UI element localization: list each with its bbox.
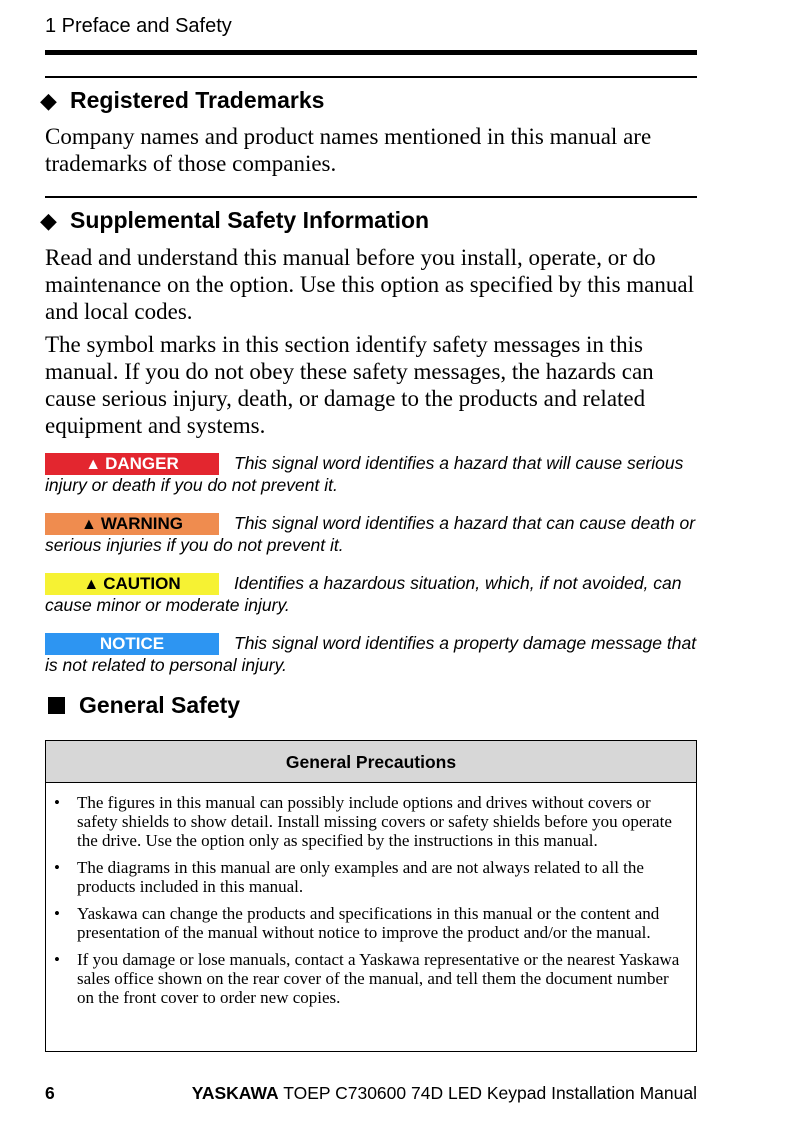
list-item — [54, 950, 686, 1007]
warning-triangle-icon: ▲ — [83, 576, 100, 593]
section-heading-trademarks — [40, 87, 324, 114]
square-bullet-icon — [48, 697, 65, 714]
footer-manual-title: TOEP C730600 74D LED Keypad Installation Manual — [283, 1083, 697, 1103]
precautions-table-header: General Precautions — [46, 741, 696, 783]
warning-triangle-icon: ▲ — [85, 456, 102, 473]
heading-text: General Safety — [79, 692, 241, 718]
list-item — [54, 904, 686, 942]
list-item-text: Yaskawa can change the products and specifications in this manual or the content and presentation of the manual without notice to improve the product and/or the manual. — [77, 904, 660, 942]
heading-text: Supplemental Safety Information — [70, 207, 430, 233]
list-item — [54, 793, 686, 850]
page-number: 6 — [45, 1083, 55, 1103]
list-item-text: The diagrams in this manual are only examples and are not always related to all the products included in this manual. — [77, 858, 644, 896]
list-item-text: The figures in this manual can possibly include options and drives without covers or safety shields to show detail. Install missing covers or safety shields before you operate the drive. Use the option only as specified by the instructions in this manual. — [77, 793, 672, 850]
section-heading-general-safety — [40, 692, 240, 719]
signal-description: This signal word identifies a property damage message that is not related to personal injury. — [45, 633, 697, 675]
section-heading-supplemental — [40, 207, 429, 234]
badge-label: NOTICE — [99, 634, 165, 653]
signal-danger — [45, 453, 697, 496]
warning-badge — [45, 513, 219, 535]
signal-caution — [45, 573, 697, 616]
bullet-icon: • — [54, 904, 60, 923]
signal-notice — [45, 633, 697, 676]
danger-badge — [45, 453, 219, 475]
bullet-icon: • — [54, 793, 60, 812]
signal-warning — [45, 513, 697, 556]
notice-badge — [45, 633, 219, 655]
header-rule — [45, 50, 697, 55]
section-divider — [45, 76, 697, 78]
running-head: 1 Preface and Safety — [45, 15, 232, 37]
footer-title — [192, 1083, 697, 1104]
bullet-icon: • — [54, 950, 60, 969]
bullet-icon: • — [54, 858, 60, 877]
supplemental-paragraph-1: Read and understand this manual before you install, operate, or do maintenance on the option. Use this option as specified by this manual and local codes. — [45, 245, 694, 324]
precautions-table — [45, 740, 697, 1052]
trademarks-text: Company names and product names mentioned in this manual are trademarks of those companies. — [45, 124, 652, 176]
caution-badge — [45, 573, 219, 595]
badge-label: DANGER — [105, 454, 179, 473]
precautions-list — [46, 783, 696, 1007]
section-divider — [45, 196, 697, 198]
footer-brand: YASKAWA — [191, 1083, 279, 1103]
list-item — [54, 858, 686, 896]
list-item-text: If you damage or lose manuals, contact a Yaskawa representative or the nearest Yaskawa sales office shown on the rear cover of the manual, and tell them the document number on the front cover to order new copies. — [77, 950, 680, 1007]
signal-description: This signal word identifies a hazard that will cause serious injury or death if you do not prevent it. — [45, 453, 684, 495]
warning-triangle-icon: ▲ — [80, 516, 97, 533]
signal-description: This signal word identifies a hazard that can cause death or serious injuries if you do not prevent it. — [45, 513, 696, 555]
heading-text: Registered Trademarks — [70, 87, 325, 113]
badge-label: WARNING — [100, 514, 183, 533]
diamond-bullet-icon: ◆ — [40, 207, 57, 233]
diamond-bullet-icon: ◆ — [40, 87, 57, 113]
supplemental-paragraph-2: The symbol marks in this section identify safety messages in this manual. If you do not obey these safety messages, the hazards can cause serious injury, death, or damage to the products and related equipment and systems. — [45, 332, 654, 438]
badge-label: CAUTION — [103, 574, 181, 593]
signal-description: Identifies a hazardous situation, which, if not avoided, can cause minor or moderate injury. — [45, 573, 682, 615]
